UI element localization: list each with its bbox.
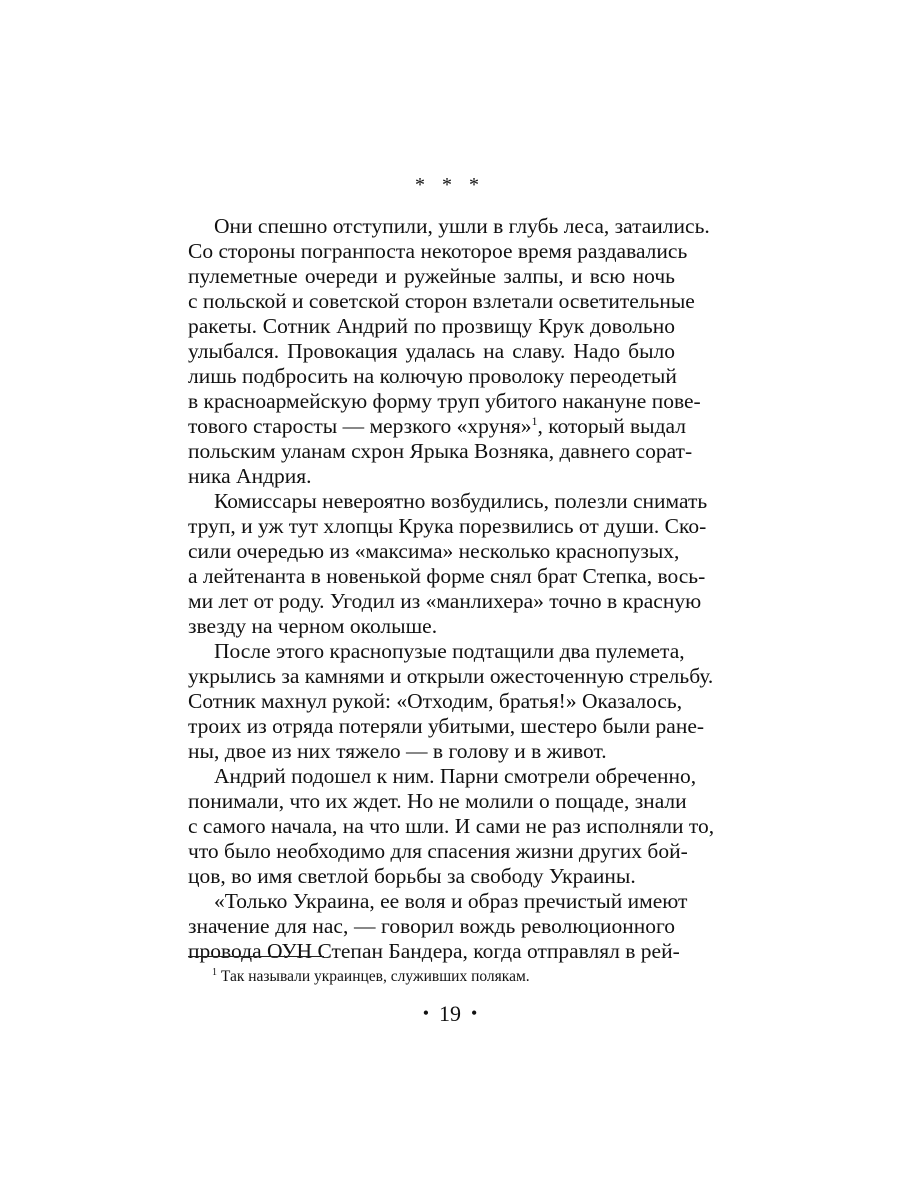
page-number: 19 [439,1001,461,1026]
text-segment: тового старосты — мерзкого «хруня» [188,414,532,438]
footnote-reference: 1 [531,413,538,428]
section-separator: * * * [415,174,485,196]
footnote-number: 1 [212,966,217,978]
footnote-divider [188,956,324,957]
text-line: значение для нас, — говорил вождь революционного [188,914,675,938]
bullet-ornament: • [422,1003,429,1023]
text-line: польским уланам схрон Ярыка Возняка, давнего сорат- [188,439,693,463]
text-line: ны, двое из них тяжело — в голову и в живот. [188,739,607,763]
text-line: улыбался. Провокация удалась на славу. Надо было [188,339,675,363]
text-line: лишь подбросить на колючую проволоку переодетый [188,364,677,388]
bullet-ornament: • [471,1003,478,1023]
text-line: Комиссары невероятно возбудились, полезли снимать [214,489,708,513]
text-line: в красноармейскую форму труп убитого накануне пове- [188,389,701,413]
text-line: сили очередью из «максима» несколько краснопузых, [188,539,680,563]
text-line: цов, во имя светлой борьбы за свободу Украины. [188,864,636,888]
page-number-block [0,998,900,1029]
text-line: троих из отряда потеряли убитыми, шестеро были ране- [188,714,705,738]
text-line: ракеты. Сотник Андрий по прозвищу Крук довольно [188,314,675,338]
footnote [212,966,530,988]
text-line: «Только Украина, ее воля и образ пречистый имеют [214,889,688,913]
text-line: Они спешно отступили, ушли в глубь леса, затаились. [214,214,710,238]
text-line: с самого начала, на что шли. И сами не раз исполняли то, [188,814,715,838]
text-line: ми лет от роду. Угодил из «манлихера» точно в красную [188,589,702,613]
text-line: укрылись за камнями и открыли ожесточенную стрельбу. [188,664,714,688]
text-line: провода ОУН Степан Бандера, когда отправлял в рей- [188,939,680,963]
text-segment: , который выдал [537,414,686,438]
footnote-text: Так называли украинцев, служивших полякам. [220,968,530,985]
text-line: понимали, что их ждет. Но не молили о пощаде, знали [188,789,687,813]
text-line: пулеметные очереди и ружейные залпы, и всю ночь [188,264,675,288]
text-line: Андрий подошел к ним. Парни смотрели обреченно, [214,764,697,788]
text-line: Со стороны погранпоста некоторое время раздавались [188,239,688,263]
text-line: ника Андрия. [188,464,312,488]
text-line: Сотник махнул рукой: «Отходим, братья!» Оказалось, [188,689,683,713]
text-line: а лейтенанта в новенькой форме снял брат Степка, вось- [188,564,706,588]
text-line: После этого краснопузые подтащили два пулемета, [214,639,685,663]
text-line: что было необходимо для спасения жизни других бой- [188,839,688,863]
text-line: труп, и уж тут хлопцы Крука порезвились от души. Ско- [188,514,707,538]
text-line: звезду на черном околыше. [188,614,438,638]
text-line: с польской и советской сторон взлетали осветительные [188,289,695,313]
